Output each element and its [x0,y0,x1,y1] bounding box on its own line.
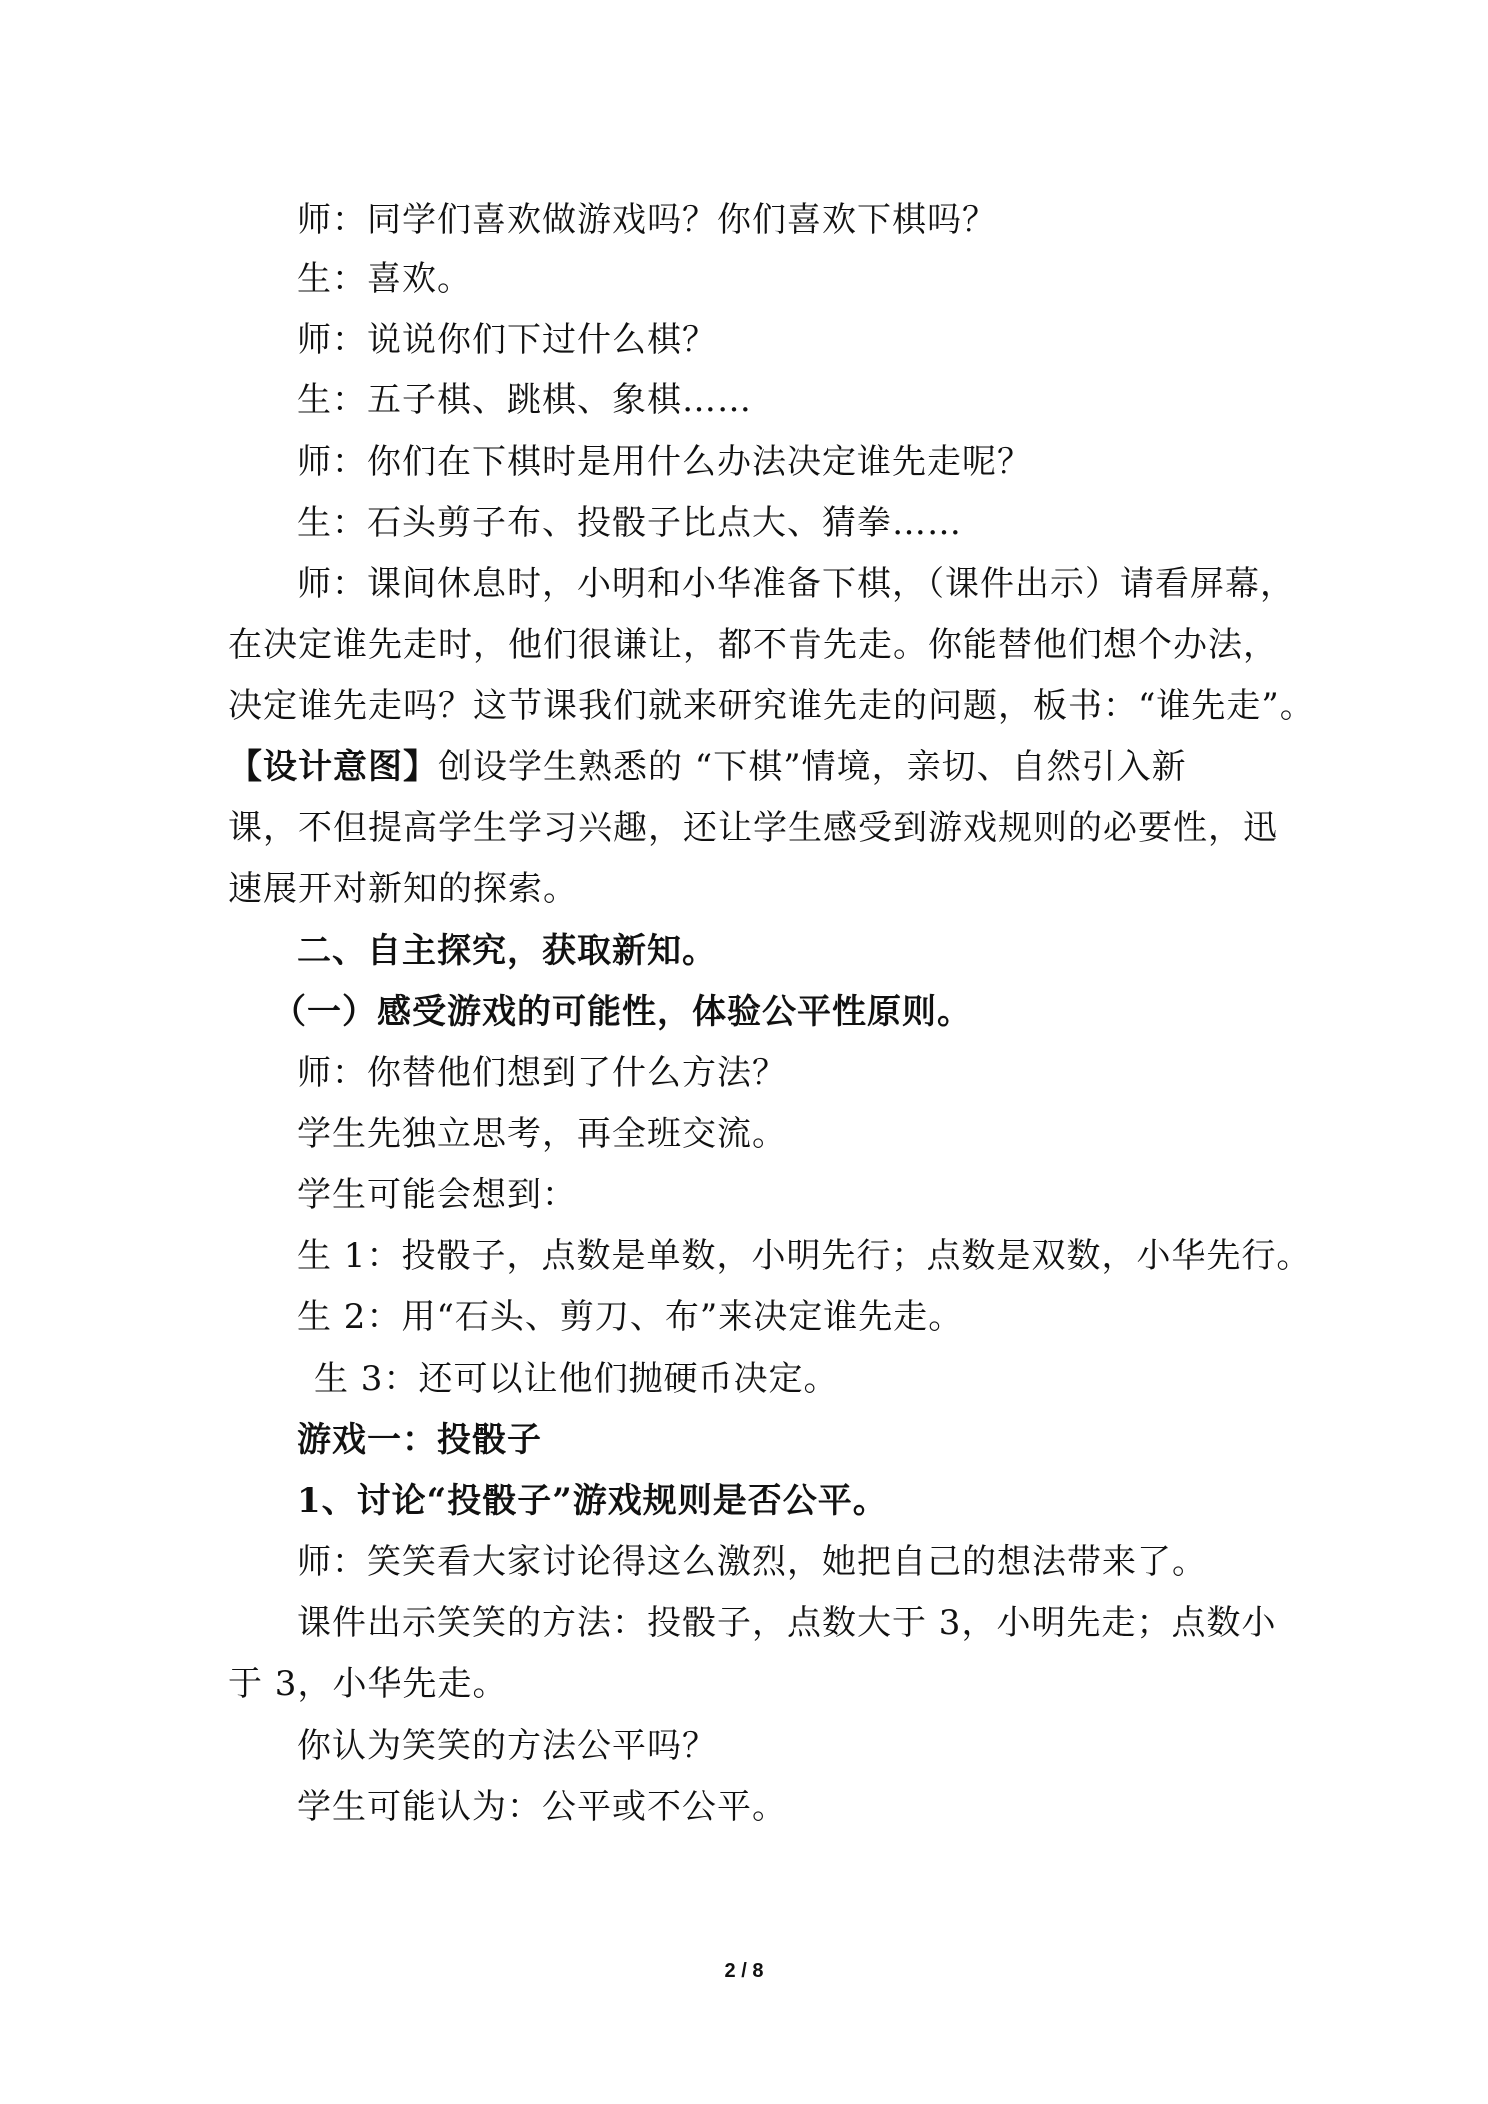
dialogue-line: 师：同学们喜欢做游戏吗？你们喜欢下棋吗？ [297,200,997,240]
page-number: 2 / 8 [724,1960,764,1982]
paragraph-line: 于 3，小华先走。 [228,1664,508,1704]
game-heading: 游戏一：投骰子 [297,1420,542,1460]
dialogue-line: 师：说说你们下过什么棋？ [297,320,717,360]
design-intent-line [228,745,1187,789]
paragraph-line: 你认为笑笑的方法公平吗？ [297,1726,717,1766]
dialogue-line: 师：笑笑看大家讨论得这么激烈，她把自己的想法带来了。 [297,1542,1207,1582]
dialogue-line: 生：五子棋、跳棋、象棋…… [297,380,752,420]
paragraph-line: 学生先独立思考，再全班交流。 [297,1114,787,1154]
discussion-heading: 1、讨论“投骰子”游戏规则是否公平。 [297,1481,888,1521]
dialogue-line: 师：你们在下棋时是用什么办法决定谁先走呢？ [297,442,1032,482]
dialogue-line: 生 2：用“石头、剪刀、布”来决定谁先走。 [297,1297,964,1337]
dialogue-line: 生 3：还可以让他们抛硬币决定。 [314,1359,839,1399]
design-intent-text: 创设学生熟悉的 “下棋”情境，亲切、自然引入新 [438,747,1187,787]
paragraph-line: 速展开对新知的探索。 [228,869,578,909]
paragraph-line: 学生可能认为：公平或不公平。 [297,1787,787,1827]
dialogue-line: 师：你替他们想到了什么方法？ [297,1053,787,1093]
paragraph-line: 课，不但提高学生学习兴趣，还让学生感受到游戏规则的必要性，迅 [228,808,1278,848]
dialogue-line: 生：喜欢。 [297,259,472,299]
paragraph-line: 在决定谁先走时，他们很谦让，都不肯先走。你能替他们想个办法， [228,625,1278,665]
paragraph-line: 学生可能会想到： [297,1175,577,1215]
subsection-heading: （一）感受游戏的可能性，体验公平性原则。 [272,992,972,1032]
dialogue-line: 生：石头剪子布、投骰子比点大、猜拳…… [297,503,962,543]
dialogue-line: 生 1：投骰子，点数是单数，小明先行；点数是双数，小华先行。 [297,1236,1312,1276]
paragraph-line: 决定谁先走吗？这节课我们就来研究谁先走的问题，板书：“谁先走”。 [228,686,1315,726]
design-intent-label: 【设计意图】 [228,747,438,787]
paragraph-line: 师：课间休息时，小明和小华准备下棋，（课件出示）请看屏幕， [297,564,1295,604]
paragraph-line: 课件出示笑笑的方法：投骰子，点数大于 3，小明先走；点数小 [297,1603,1277,1643]
section-heading: 二、自主探究，获取新知。 [297,931,717,971]
